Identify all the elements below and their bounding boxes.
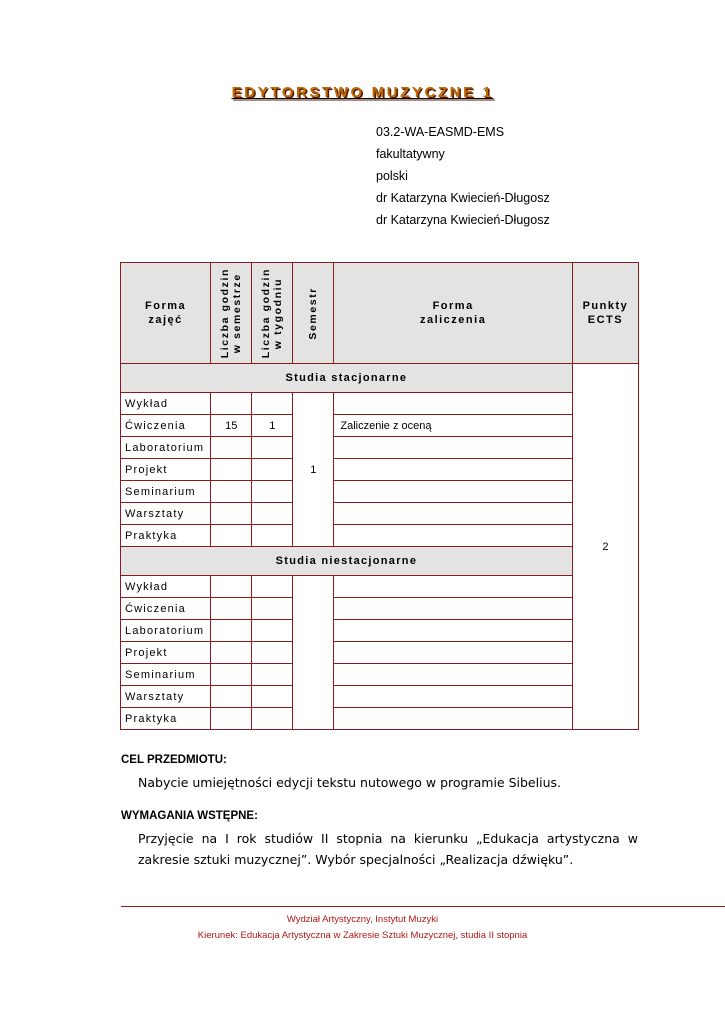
- form-label: Seminarium: [121, 481, 211, 503]
- semester-value: 1: [293, 393, 334, 547]
- section-label: Studia stacjonarne: [121, 364, 573, 393]
- hours-semester: 15: [211, 415, 252, 437]
- footer-program: Kierunek: Edukacja Artystyczna w Zakresie Sztuki Muzycznej, studia II stopnia: [197, 930, 528, 941]
- table-row: [121, 708, 639, 730]
- ects-value: 2: [572, 364, 638, 730]
- header-godzin-tydzien: [252, 263, 293, 364]
- assessment: [334, 503, 572, 525]
- section-label: Studia niestacjonarne: [121, 547, 573, 576]
- semester-value: [293, 576, 334, 730]
- assessment: [334, 620, 572, 642]
- meta-value: polski: [376, 169, 408, 183]
- table-row: [121, 598, 639, 620]
- form-label: Projekt: [121, 642, 211, 664]
- table-row: [121, 686, 639, 708]
- header-vertical-text: [307, 287, 319, 340]
- hours-semester: [211, 598, 252, 620]
- assessment: [334, 642, 572, 664]
- hours-week: [252, 393, 293, 415]
- assessment: [334, 686, 572, 708]
- assessment: [334, 598, 572, 620]
- hours-week: [252, 503, 293, 525]
- meta-value: fakultatywny: [376, 147, 445, 161]
- assessment: [334, 481, 572, 503]
- form-label: Laboratorium: [121, 620, 211, 642]
- hours-week: [252, 642, 293, 664]
- header-text: w tygodniu: [272, 277, 285, 349]
- form-label: Warsztaty: [121, 503, 211, 525]
- header-godzin-semestr: [211, 263, 252, 364]
- form-label: Ćwiczenia: [121, 415, 211, 437]
- header-text: w semestrze: [231, 272, 244, 354]
- hours-week: [252, 664, 293, 686]
- hours-semester: [211, 620, 252, 642]
- hours-semester: [211, 393, 252, 415]
- hours-week: [252, 620, 293, 642]
- table-row: [121, 415, 639, 437]
- header-vertical-text: [260, 268, 284, 358]
- hours-week: 1: [252, 415, 293, 437]
- hours-week: [252, 437, 293, 459]
- table-row: [121, 664, 639, 686]
- meta-value: 03.2-WA-EASMD-EMS: [376, 125, 505, 139]
- header-text: ECTS: [587, 314, 624, 326]
- table-row: [121, 620, 639, 642]
- table-row: [121, 642, 639, 664]
- assessment: Zaliczenie z oceną: [334, 415, 572, 437]
- hours-semester: [211, 503, 252, 525]
- form-label: Wykład: [121, 393, 211, 415]
- assessment: [334, 393, 572, 415]
- table-row: [121, 576, 639, 598]
- assessment: [334, 459, 572, 481]
- hours-semester: [211, 686, 252, 708]
- form-label: Praktyka: [121, 708, 211, 730]
- header-text: Liczba godzin: [219, 267, 232, 359]
- document-title: EDYTORSTWO MUZYCZNE 1: [231, 84, 494, 101]
- hours-week: [252, 708, 293, 730]
- footer-faculty: Wydział Artystyczny, Instytut Muzyki: [286, 914, 439, 925]
- hours-week: [252, 686, 293, 708]
- wymagania-heading: WYMAGANIA WSTĘPNE:: [121, 810, 258, 822]
- form-label: Praktyka: [121, 525, 211, 547]
- hours-semester: [211, 459, 252, 481]
- table-row: [121, 481, 639, 503]
- header-forma-zajec: [121, 263, 211, 364]
- table-row: [121, 393, 639, 415]
- footer-divider: [121, 906, 725, 907]
- hours-semester: [211, 576, 252, 598]
- header-text: zajęć: [148, 314, 183, 326]
- form-label: Laboratorium: [121, 437, 211, 459]
- form-label: Ćwiczenia: [121, 598, 211, 620]
- hours-week: [252, 598, 293, 620]
- header-text: Liczba godzin: [260, 267, 273, 359]
- form-label: Wykład: [121, 576, 211, 598]
- assessment: [334, 664, 572, 686]
- table-row: [121, 503, 639, 525]
- table-row: [121, 525, 639, 547]
- form-label: Warsztaty: [121, 686, 211, 708]
- header-forma-zaliczenia: [334, 263, 572, 364]
- header-text: Punkty: [582, 300, 629, 312]
- wymagania-text: Przyjęcie na I rok studiów II stopnia na kierunku „Edukacja artystyczna w zakresie sztuki muzycznej”. Wybór specjalności „Realizacja dźwięku”.: [138, 831, 638, 867]
- assessment: [334, 708, 572, 730]
- cel-heading: CEL PRZEDMIOTU:: [121, 754, 227, 766]
- form-label: Seminarium: [121, 664, 211, 686]
- header-ects: [572, 263, 638, 364]
- hours-week: [252, 576, 293, 598]
- hours-semester: [211, 437, 252, 459]
- hours-semester: [211, 642, 252, 664]
- table-row: [121, 459, 639, 481]
- table-row: [121, 437, 639, 459]
- assessment: [334, 576, 572, 598]
- section-row-niestacjonarne: [121, 547, 639, 576]
- section-row-stacjonarne: [121, 364, 639, 393]
- hours-semester: [211, 708, 252, 730]
- form-label: Projekt: [121, 459, 211, 481]
- hours-week: [252, 525, 293, 547]
- header-text: zaliczenia: [419, 314, 487, 326]
- hours-semester: [211, 481, 252, 503]
- header-text: Forma: [432, 300, 474, 312]
- hours-week: [252, 459, 293, 481]
- cel-text: Nabycie umiejętności edycji tekstu nutowego w programie Sibelius.: [138, 775, 561, 790]
- hours-week: [252, 481, 293, 503]
- table-header-row: [121, 263, 639, 364]
- header-semestr: [293, 263, 334, 364]
- meta-value: dr Katarzyna Kwiecień-Długosz: [376, 213, 550, 227]
- hours-semester: [211, 664, 252, 686]
- header-text: Semestr: [307, 286, 320, 340]
- header-text: Forma: [145, 300, 187, 312]
- course-table: [120, 262, 639, 730]
- assessment: [334, 437, 572, 459]
- meta-value: dr Katarzyna Kwiecień-Długosz: [376, 191, 550, 205]
- assessment: [334, 525, 572, 547]
- header-vertical-text: [219, 268, 243, 358]
- hours-semester: [211, 525, 252, 547]
